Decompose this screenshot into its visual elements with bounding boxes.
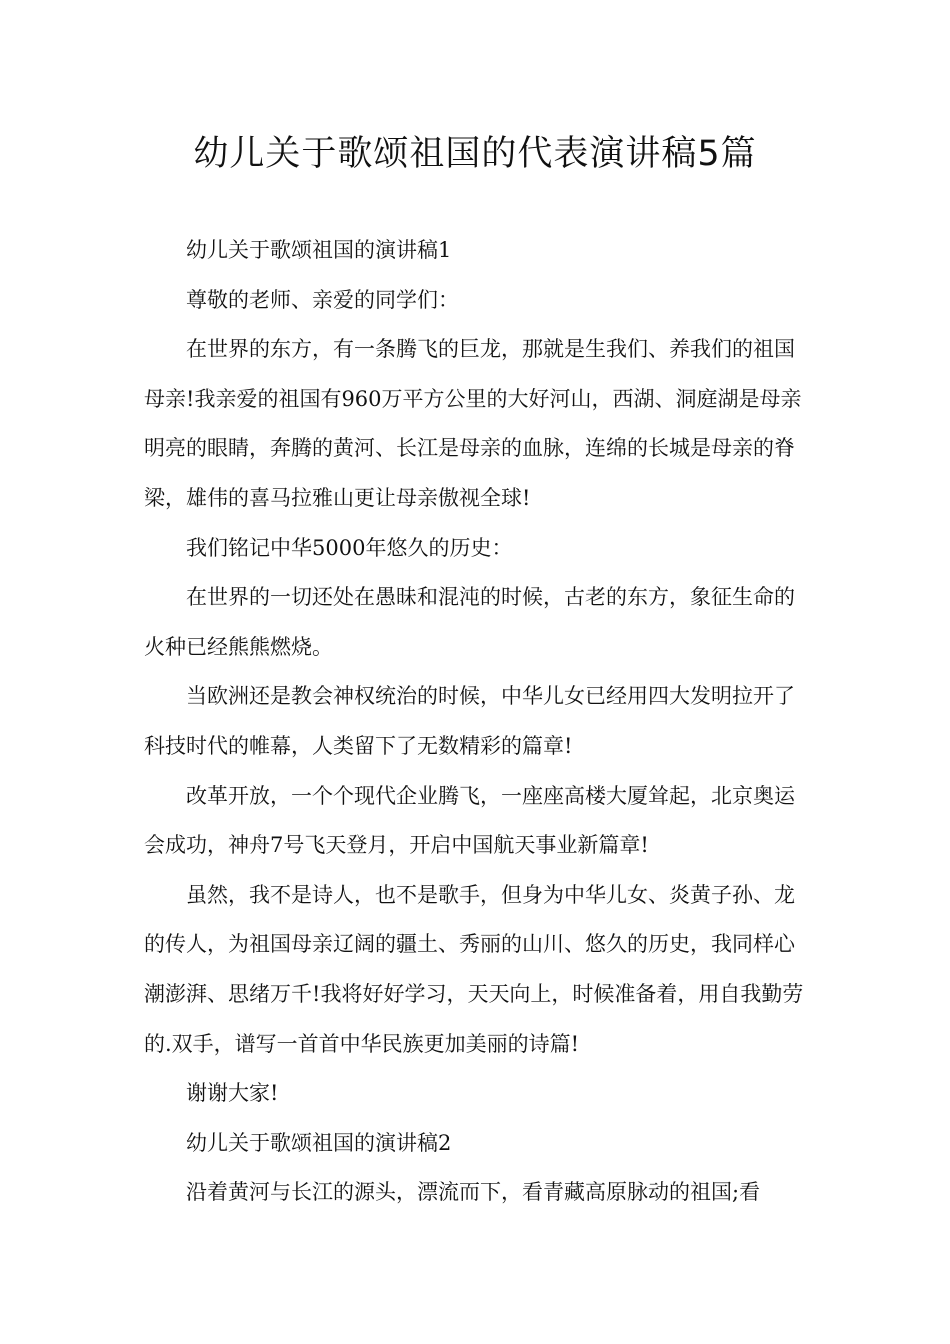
speech-heading-1: 幼儿关于歌颂祖国的演讲稿1: [186, 238, 452, 262]
paragraph-four-inventions: 当欧洲还是教会神权统治的时候，中华儿女已经用四大发明拉开了科技时代的帷幕，人类留下了无数精彩的篇章!: [144, 684, 795, 758]
paragraph-ancient-east: 在世界的一切还处在愚昧和混沌的时候，古老的东方，象征生命的火种已经熊熊燃烧。: [144, 585, 795, 659]
document-body: [144, 226, 808, 1218]
salutation: 尊敬的老师、亲爱的同学们：: [186, 287, 459, 312]
paragraph-motherland: 在世界的东方，有一条腾飞的巨龙，那就是生我们、养我们的祖国母亲!我亲爱的祖国有960万平方公里的大好河山，西湖、洞庭湖是母亲明亮的眼睛，奔腾的黄河、长江是母亲的血脉，连绵的长城是母亲的脊梁，雄伟的喜马拉雅山更让母亲傲视全球!: [144, 337, 802, 510]
paragraph-pledge: 虽然，我不是诗人，也不是歌手，但身为中华儿女、炎黄子孙、龙的传人，为祖国母亲辽阔的疆土、秀丽的山川、悠久的历史，我同样心潮澎湃、思绪万千!我将好好学习，天天向上，时候准备着，用自我勤劳的.双手，谱写一首首中华民族更加美丽的诗篇!: [144, 882, 804, 1056]
closing-thanks: 谢谢大家!: [186, 1081, 279, 1106]
paragraph-history-intro: 我们铭记中华5000年悠久的历史：: [186, 535, 513, 560]
speech-heading-2: 幼儿关于歌颂祖国的演讲稿2: [186, 1130, 452, 1155]
document-title: 幼儿关于歌颂祖国的代表演讲稿5篇: [193, 134, 757, 174]
paragraph-reform: 改革开放，一个个现代企业腾飞，一座座高楼大厦耸起，北京奥运会成功，神舟7号飞天登月，开启中国航天事业新篇章!: [144, 783, 795, 858]
paragraph-rivers: 沿着黄河与长江的源头，漂流而下，看青藏高原脉动的祖国;看: [186, 1180, 761, 1205]
